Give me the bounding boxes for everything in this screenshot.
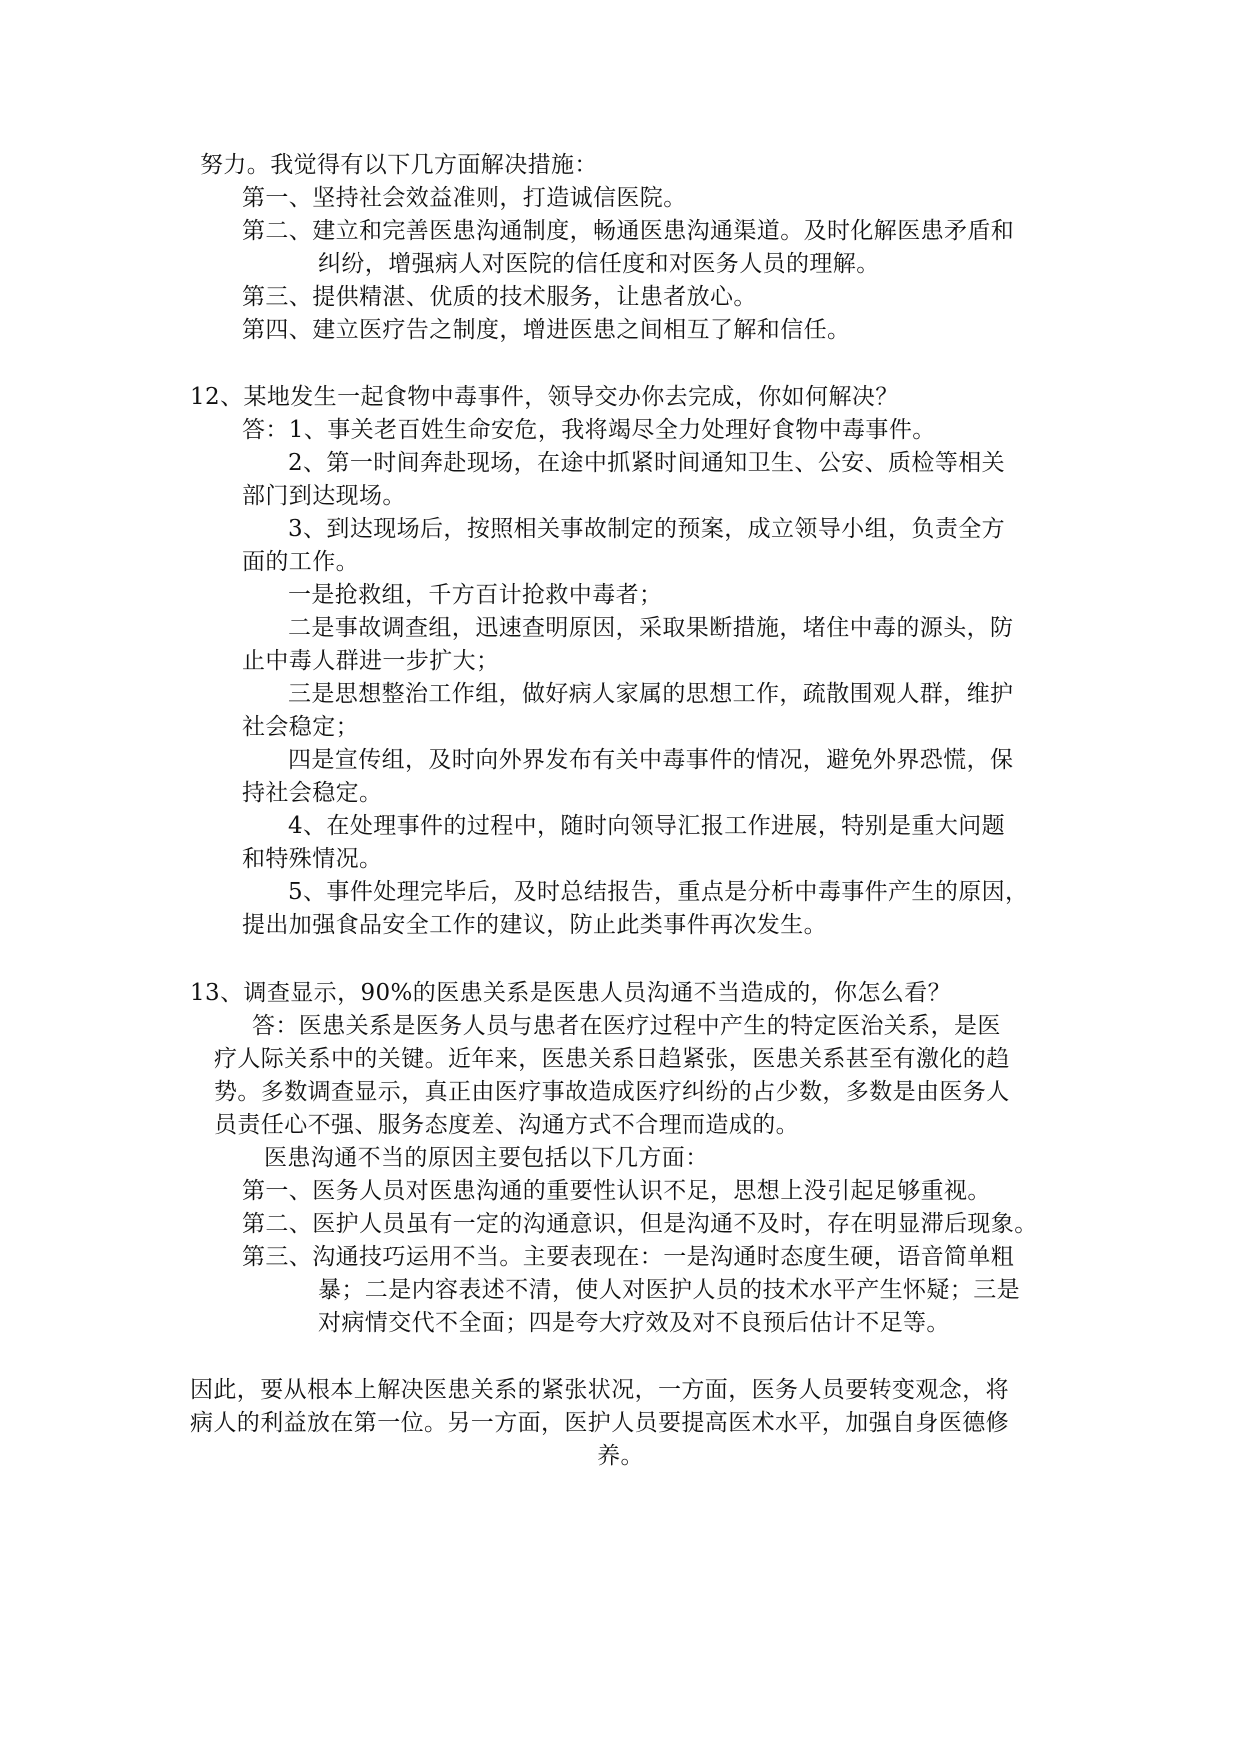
intro-lead-line: 努力。我觉得有以下几方面解决措施： bbox=[200, 152, 598, 178]
intro-measure-1: 第一、坚持社会效益准则，打造诚信医院。 bbox=[242, 185, 687, 211]
q12-answer-line: 三是思想整治工作组，做好病人家属的思想工作，疏散围观人群，维护 bbox=[288, 681, 1014, 707]
q13-answer-line: 医患沟通不当的原因主要包括以下几方面： bbox=[264, 1145, 709, 1171]
q12-answer-line: 2、第一时间奔赴现场，在途中抓紧时间通知卫生、公安、质检等相关 bbox=[288, 450, 1006, 476]
q13-answer-line: 第三、沟通技巧运用不当。主要表现在：一是沟通时态度生硬，语音简单粗 bbox=[242, 1244, 1015, 1270]
q13-answer-line: 暴；二是内容表述不清，使人对医护人员的技术水平产生怀疑；三是 bbox=[318, 1277, 1020, 1303]
q12-answer-line: 社会稳定； bbox=[242, 714, 359, 740]
q12-answer-line: 5、事件处理完毕后，及时总结报告，重点是分析中毒事件产生的原因， bbox=[288, 879, 1029, 905]
intro-measure-2-cont: 纠纷，增强病人对医院的信任度和对医务人员的理解。 bbox=[318, 251, 880, 277]
q12-answer-line: 面的工作。 bbox=[242, 549, 359, 575]
intro-measure-4: 第四、建立医疗告之制度，增进医患之间相互了解和信任。 bbox=[242, 317, 851, 343]
q13-answer-line: 员责任心不强、服务态度差、沟通方式不合理而造成的。 bbox=[214, 1112, 799, 1138]
q12-answer-line: 部门到达现场。 bbox=[242, 483, 406, 509]
q13-answer-line: 势。多数调查显示，真正由医疗事故造成医疗纠纷的占少数，多数是由医务人 bbox=[214, 1079, 1010, 1105]
q13-answer-line: 第一、医务人员对医患沟通的重要性认识不足，思想上没引起足够重视。 bbox=[242, 1178, 991, 1204]
conclusion-line: 病人的利益放在第一位。另一方面，医护人员要提高医术水平，加强自身医德修 bbox=[190, 1410, 1009, 1436]
q12-answer-line: 3、到达现场后，按照相关事故制定的预案，成立领导小组，负责全方 bbox=[288, 516, 1006, 542]
q12-answer-line: 提出加强食品安全工作的建议，防止此类事件再次发生。 bbox=[242, 912, 827, 938]
q12-answer-line: 持社会稳定。 bbox=[242, 780, 383, 806]
question-13-title: 13、调查显示，90%的医患关系是医患人员沟通不当造成的，你怎么看？ bbox=[190, 980, 951, 1006]
q13-answer-line: 对病情交代不全面；四是夸大疗效及对不良预后估计不足等。 bbox=[318, 1310, 950, 1336]
conclusion-line: 养。 bbox=[597, 1443, 644, 1469]
q12-answer-line: 4、在处理事件的过程中，随时向领导汇报工作进展，特别是重大问题 bbox=[288, 813, 1006, 839]
q12-answer-line: 四是宣传组，及时向外界发布有关中毒事件的情况，避免外界恐慌，保 bbox=[288, 747, 1014, 773]
q13-answer-line: 答：医患关系是医务人员与患者在医疗过程中产生的特定医治关系，是医 bbox=[252, 1013, 1001, 1039]
intro-measure-2: 第二、建立和完善医患沟通制度，畅通医患沟通渠道。及时化解医患矛盾和 bbox=[242, 218, 1015, 244]
q12-answer-line: 二是事故调查组，迅速查明原因，采取果断措施，堵住中毒的源头，防 bbox=[288, 615, 1014, 641]
intro-measure-3: 第三、提供精湛、优质的技术服务，让患者放心。 bbox=[242, 284, 757, 310]
q12-answer-line: 止中毒人群进一步扩大； bbox=[242, 648, 500, 674]
q12-answer-line: 一是抢救组，千方百计抢救中毒者； bbox=[288, 582, 663, 608]
q13-answer-line: 疗人际关系中的关键。近年来，医患关系日趋紧张，医患关系甚至有激化的趋 bbox=[214, 1046, 1010, 1072]
conclusion-line: 因此，要从根本上解决医患关系的紧张状况，一方面，医务人员要转变观念，将 bbox=[190, 1377, 1009, 1403]
q12-answer-line: 答：1、事关老百姓生命安危，我将竭尽全力处理好食物中毒事件。 bbox=[242, 417, 936, 443]
question-12-title: 12、某地发生一起食物中毒事件，领导交办你去完成，你如何解决？ bbox=[190, 384, 899, 410]
q13-answer-line: 第二、医护人员虽有一定的沟通意识，但是沟通不及时，存在明显滞后现象。 bbox=[242, 1211, 1038, 1237]
q12-answer-line: 和特殊情况。 bbox=[242, 846, 383, 872]
